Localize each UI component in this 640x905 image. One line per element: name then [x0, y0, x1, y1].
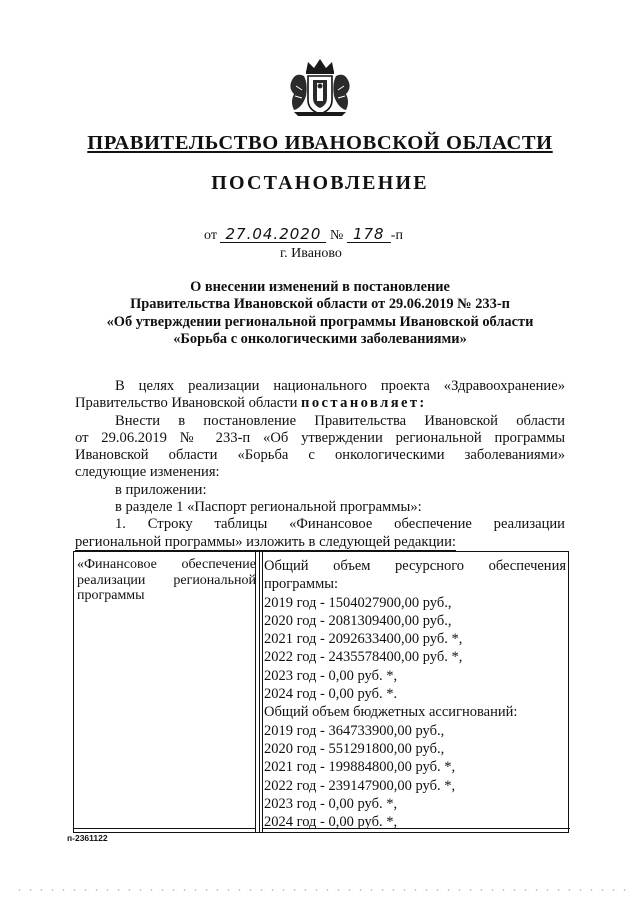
- subject-line: О внесении изменений в постановление: [190, 279, 450, 295]
- body-line: от 29.06.2019 № 233-п «Об утверждении региональной программы: [75, 429, 565, 446]
- cell-line: 2023 год - 0,00 руб. *,: [264, 667, 398, 684]
- document-type: ПОСТАНОВЛЕНИЕ: [211, 172, 429, 194]
- table-row-header-cell: [74, 552, 260, 832]
- cell-line: 2024 год - 0,00 руб. *,: [264, 814, 398, 831]
- cell-line: Общий объем бюджетных ассигнований:: [264, 704, 518, 721]
- cell-line: программы:: [264, 576, 339, 593]
- decree-word: постановляет:: [301, 395, 427, 412]
- cell-border: [262, 828, 570, 829]
- body-line: В целях реализации национального проекта «Здравоохранение»: [115, 378, 565, 394]
- body-line: Ивановской области «Борьба с онкологическими заболеваниями»: [75, 447, 565, 464]
- cell-line: 2022 год - 239147900,00 руб. *,: [264, 777, 456, 794]
- cell-border: [74, 828, 256, 829]
- cell-line: реализации региональной: [77, 572, 256, 588]
- cell-line: программы: [77, 588, 145, 604]
- handwritten-date: 27.04.2020: [220, 227, 326, 243]
- body-line: [75, 395, 565, 412]
- document-subject: [0, 279, 640, 348]
- financing-table: [73, 551, 569, 833]
- body-line: 1. Строку таблицы «Финансовое обеспечение реализации: [115, 516, 565, 533]
- from-label: от: [204, 228, 217, 243]
- cell-border: [255, 552, 256, 832]
- body-line: [75, 534, 565, 551]
- subject-line: Правительства Ивановской области от 29.06.2019 № 233-п: [130, 296, 510, 313]
- cell-border: [262, 552, 263, 832]
- body-text: региональной программы» изложить в следующей редакции:: [75, 533, 456, 550]
- number-sign: №: [329, 228, 344, 243]
- cell-line: 2020 год - 551291800,00 руб.,: [264, 740, 445, 757]
- date-number-line: [204, 227, 403, 244]
- document-code: п-2361122: [67, 833, 108, 843]
- body-line: в разделе 1 «Паспорт региональной программы»:: [115, 499, 422, 516]
- cell-line: Общий объем ресурсного обеспечения: [264, 558, 566, 574]
- cell-line: 2019 год - 364733900,00 руб.,: [264, 722, 445, 739]
- cell-line: 2022 год - 2435578400,00 руб. *,: [264, 649, 463, 666]
- cell-line: 2020 год - 2081309400,00 руб.,: [264, 612, 452, 629]
- cell-line: 2024 год - 0,00 руб. *.: [264, 686, 398, 703]
- body-line: в приложении:: [115, 481, 207, 498]
- cell-line: 2021 год - 2092633400,00 руб. *,: [264, 631, 463, 648]
- city: г. Иваново: [280, 246, 342, 261]
- cell-line: 2023 год - 0,00 руб. *,: [264, 795, 398, 812]
- coat-of-arms-icon: [284, 56, 356, 118]
- cell-line: «Финансовое обеспечение: [77, 557, 256, 572]
- table-value-cell: [260, 552, 570, 832]
- body-text: Правительство Ивановской области: [75, 395, 298, 412]
- subject-line: «Борьба с онкологическими заболеваниями»: [173, 330, 467, 347]
- cell-line: 2021 год - 199884800,00 руб. *,: [264, 759, 456, 776]
- body-line: Внести в постановление Правительства Ивановской области: [115, 412, 565, 429]
- body-line: следующие изменения:: [75, 464, 220, 481]
- handwritten-number: 178: [347, 227, 391, 243]
- government-title: ПРАВИТЕЛЬСТВО ИВАНОВСКОЙ ОБЛАСТИ: [87, 132, 553, 154]
- subject-line: «Об утверждении региональной программы Ивановской области: [106, 313, 534, 330]
- scan-artifact: [14, 889, 626, 891]
- document-body: [75, 378, 565, 551]
- number-suffix: -п: [390, 228, 403, 243]
- cell-line: 2019 год - 1504027900,00 руб.,: [264, 594, 452, 611]
